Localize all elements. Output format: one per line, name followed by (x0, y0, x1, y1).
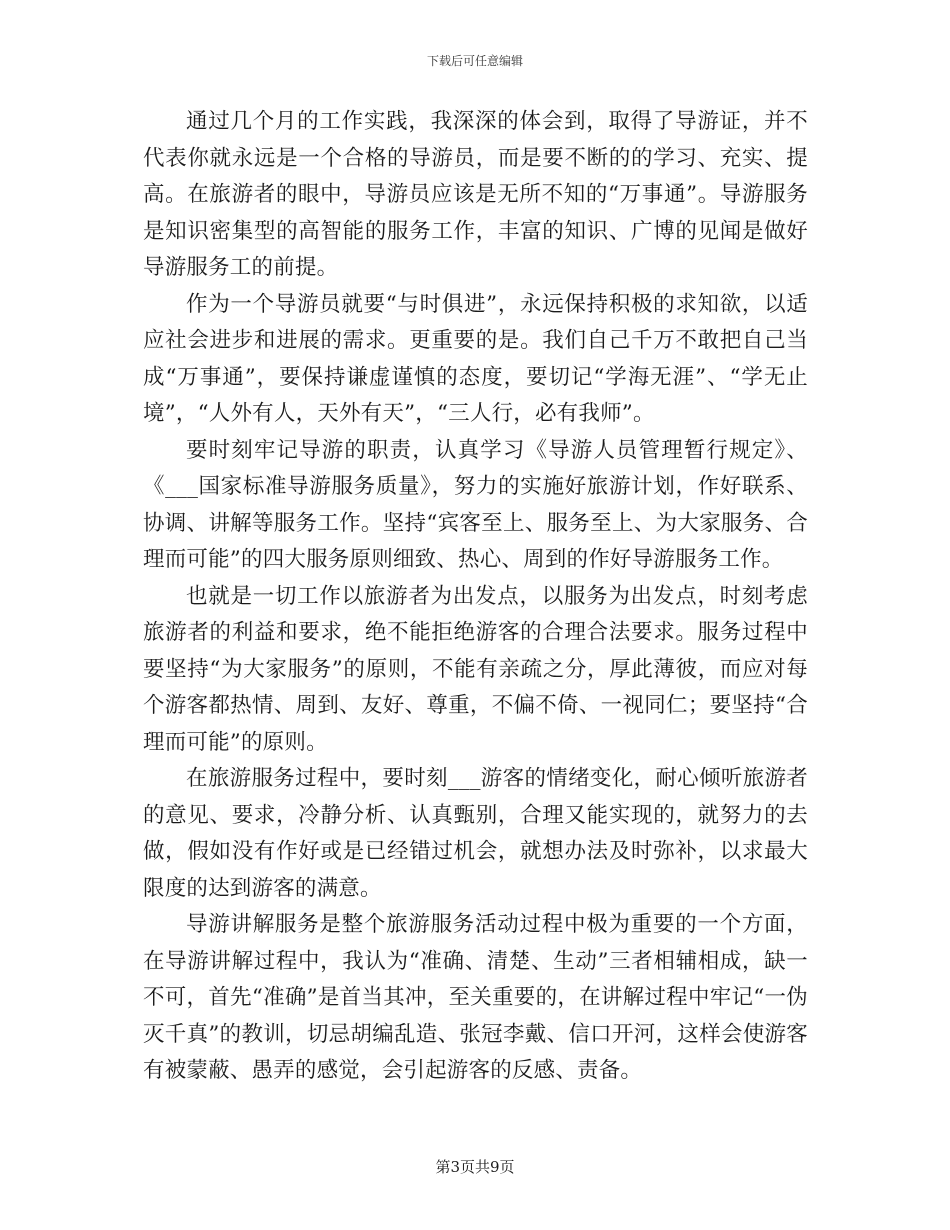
document-body (143, 104, 808, 1090)
paragraph: 也就是一切工作以旅游者为出发点，以服务为出发点，时刻考虑旅游者的利益和要求，绝不能拒绝游客的合理合法要求。服务过程中要坚持“为大家服务”的原则，不能有亲疏之分，厚此薄彼，而应对每个游客都热情、周到、友好、尊重，不偏不倚、一视同仁；要坚持“合理而可能”的原则。 (143, 583, 808, 755)
page-header: 下载后可任意编辑 (426, 54, 523, 68)
page-footer-page-number: 第3页共9页 (435, 1158, 515, 1176)
paragraph: 通过几个月的工作实践，我深深的体会到，取得了导游证，并不代表你就永远是一个合格的导游员，而是要不断的的学习、充实、提高。在旅游者的眼中，导游员应该是无所不知的“万事通”。导游服务是知识密集型的高智能的服务工作，丰富的知识、广博的见闻是做好导游服务工的前提。 (143, 109, 808, 280)
paragraph: 要时刻牢记导游的职责，认真学习《导游人员管理暂行规定》、《___国家标准导游服务质量》，努力的实施好旅游计划，作好联系、协调、讲解等服务工作。坚持“宾客至上、服务至上、为大家服务、合理而可能”的四大服务原则细致、热心、周到的作好导游服务工作。 (143, 437, 808, 572)
paragraph: 导游讲解服务是整个旅游服务活动过程中极为重要的一个方面，在导游讲解过程中，我认为“准确、清楚、生动”三者相辅相成，缺一不可，首先“准确”是首当其冲，至关重要的，在讲解过程中牢记“一伪灭千真”的教训，切忌胡编乱造、张冠李戴、信口开河，这样会使游客有被蒙蔽、愚弄的感觉，会引起游客的反感、责备。 (143, 912, 808, 1083)
paragraph: 作为一个导游员就要“与时俱进”，永远保持积极的求知欲，以适应社会进步和进展的需求。更重要的是。我们自己千万不敢把自己当成“万事通”，要保持谦虚谨慎的态度，要切记“学海无涯”、“学无止境”，“人外有人，天外有天”，“三人行，必有我师”。 (143, 291, 808, 426)
paragraph: 在旅游服务过程中，要时刻___游客的情绪变化，耐心倾听旅游者的意见、要求，冷静分析、认真甄别，合理又能实现的，就努力的去做，假如没有作好或是已经错过机会，就想办法及时弥补，以求最大限度的达到游客的满意。 (143, 766, 808, 901)
